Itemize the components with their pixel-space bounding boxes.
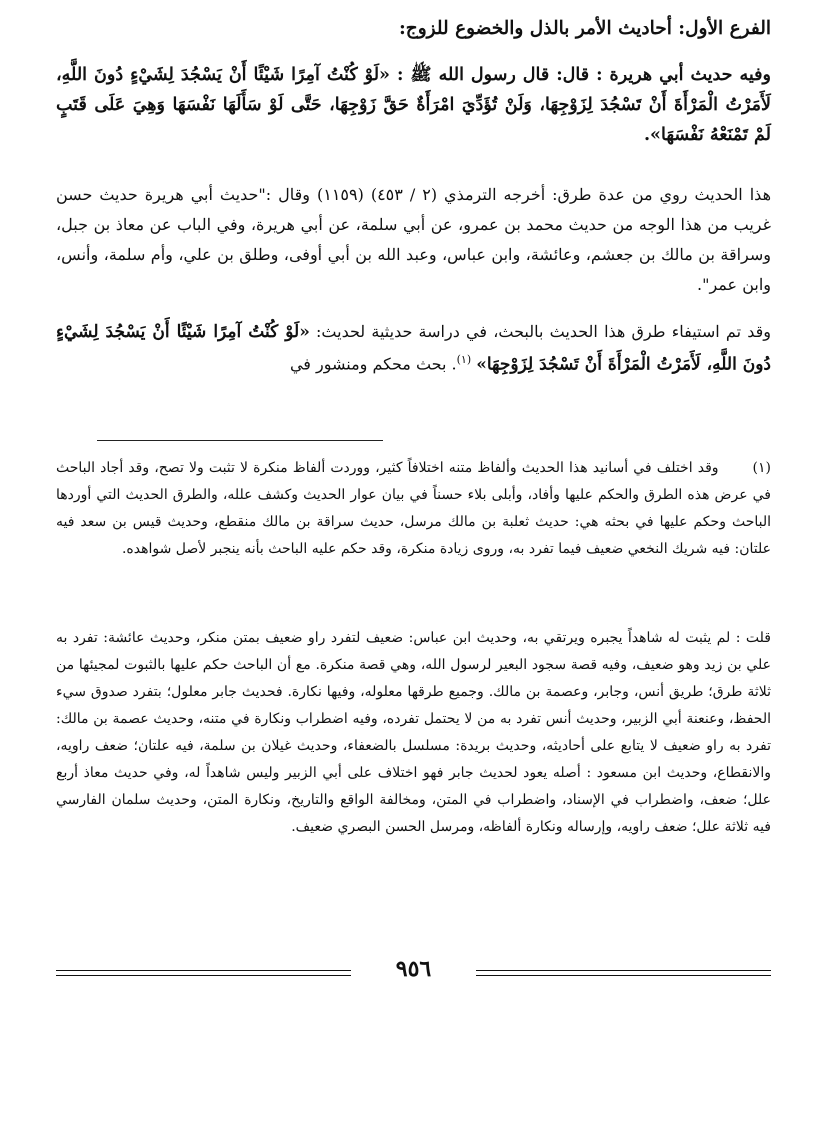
footnote-separator bbox=[97, 440, 383, 441]
hadith-paragraph bbox=[56, 60, 771, 150]
footnote-1-continued: قلت : لم يثبت له شاهداً يجبره ويرتقي به، وحديث ابن عباس: ضعيف لتفرد راو ضعيف بمتن منكر، وحديث عائشة: تفرد به علي بن زيد وهو ضعيف، وفيه قصة سجود البعير لرسول الله، وهي قصة منكرة. مع أن الباحث حكم عليها بالثبوت لمجيئها من ثلاثة طرق؛ طريق أنس، وجابر، وعصمة بن مالك. وجميع طرقها معلوله، وفيها نكارة. فحديث جابر معلول؛ بتفرد صدوق سيء الحفظ، وعنعنة أبي الزبير، وحديث أنس تفرد به من لا يحتمل تفرده، وفيه اضطراب ونكارة في متنه، وحديث عصمة بن مالك: تفرد به راو ضعيف لا يتابع على أحاديثه، وحديث بريدة: مسلسل بالضعفاء، وحديث غيلان بن سلمة، فيه علتان؛ ضعف راويه، والانقطاع، وحديث ابن مسعود : أصله يعود لحديث جابر فهو اختلاف على أبي الزبير وليس شاهداً له، وفي حديث معاذ أربع علل؛ ضعف، واضطراب في الإسناد، واضطراب في المتن، ومخالفة الواقع والتاريخ، ونكارة المتن، وحديث سلمان الفارسي فيه ثلاثة علل؛ ضعف راويه، وإرساله ونكارة ألفاظه، ومرسل الحسن البصري ضعيف. bbox=[56, 630, 771, 835]
page-number: ٩٥٦ bbox=[395, 956, 432, 982]
section-heading: الفرع الأول: أحاديث الأمر بالذل والخضوع للزوج: bbox=[398, 18, 771, 39]
footnote-reference[interactable]: (١) bbox=[456, 353, 472, 366]
hadith-text: «لَوْ كُنْتُ آمِرًا شَيْئًا أَنْ يَسْجُدَ لِشَيْءٍ دُونَ اللَّهِ، لَأَمَرْتُ الْمَرْأَةَ أَنْ تَسْجُدَ لِزَوْجِهَا، وَلَنْ تُؤَدِّيَ امْرَأَةٌ حَقَّ زَوْجِهَا، حَتَّى لَوْ سَأَلَهَا نَفْسَهَا وَهِيَ عَلَى قَتَبٍ لَمْ تَمْنَعْهُ نَفْسَهَا». bbox=[56, 65, 771, 145]
bottom-rule-left bbox=[56, 970, 351, 976]
takhrij-paragraph: هذا الحديث روي من عدة طرق: أخرجه الترمذي (٢ / ٤٥٣) (١١٥٩) وقال :"حديث أبي هريرة حديث حسن غريب من هذا الوجه من حديث محمد بن عمرو، عن أبي سلمة، عن أبي هريرة، وفي الباب عن معاذ بن جبل، وسراقة بن مالك بن جعشم، وعائشة، وابن عباس، وعبد الله بن أبي أوفى، وطلق بن علي، وأم سلمة، وأنس، وابن عمر". bbox=[56, 185, 772, 294]
study-paragraph bbox=[56, 318, 771, 378]
footnote-text: وقد اختلف في أسانيد هذا الحديث وألفاظ متنه اختلافاً كثير، ووردت ألفاظ منكرة لا تثبت ولا تصح، وقد أجاد الباحث في عرض هذه الطرق والحكم عليها وأفاد، وأبلى بلاء حسناً في بيان عوار الحديث وكشف علله، والطرق الحديث التي أوردها الباحث وحكم عليها في بحثه هي: حديث ثعلبة بن مالك مرسل، حديث سراقة بن مالك منقطع، وحديث قيس بن سعد فيه علتان: فيه شريك النخعي ضعيف فيما تفرد به، وروى زيادة منكرة، وقد حكم عليه الباحث بأنه ينجبر لأصل شواهده. bbox=[56, 460, 771, 557]
footnote-number: (١) bbox=[752, 460, 771, 476]
hadith-intro: وفيه حديث أبي هريرة : قال: قال رسول الله ﷺ : bbox=[389, 65, 771, 85]
footnote-1 bbox=[56, 455, 771, 563]
study-intro: وقد تم استيفاء طرق هذا الحديث بالبحث، في دراسة حديثية لحديث: bbox=[309, 322, 772, 341]
study-tail: . بحث محكم ومنشور في bbox=[289, 354, 457, 374]
study-hadith-quote: «لَوْ كُنْتُ آمِرًا شَيْئًا أَنْ يَسْجُدَ لِشَيْءٍ دُونَ اللَّهِ، لَأَمَرْتُ الْمَرْأَةَ أَنْ تَسْجُدَ لِزَوْجِهَا» bbox=[56, 322, 771, 375]
